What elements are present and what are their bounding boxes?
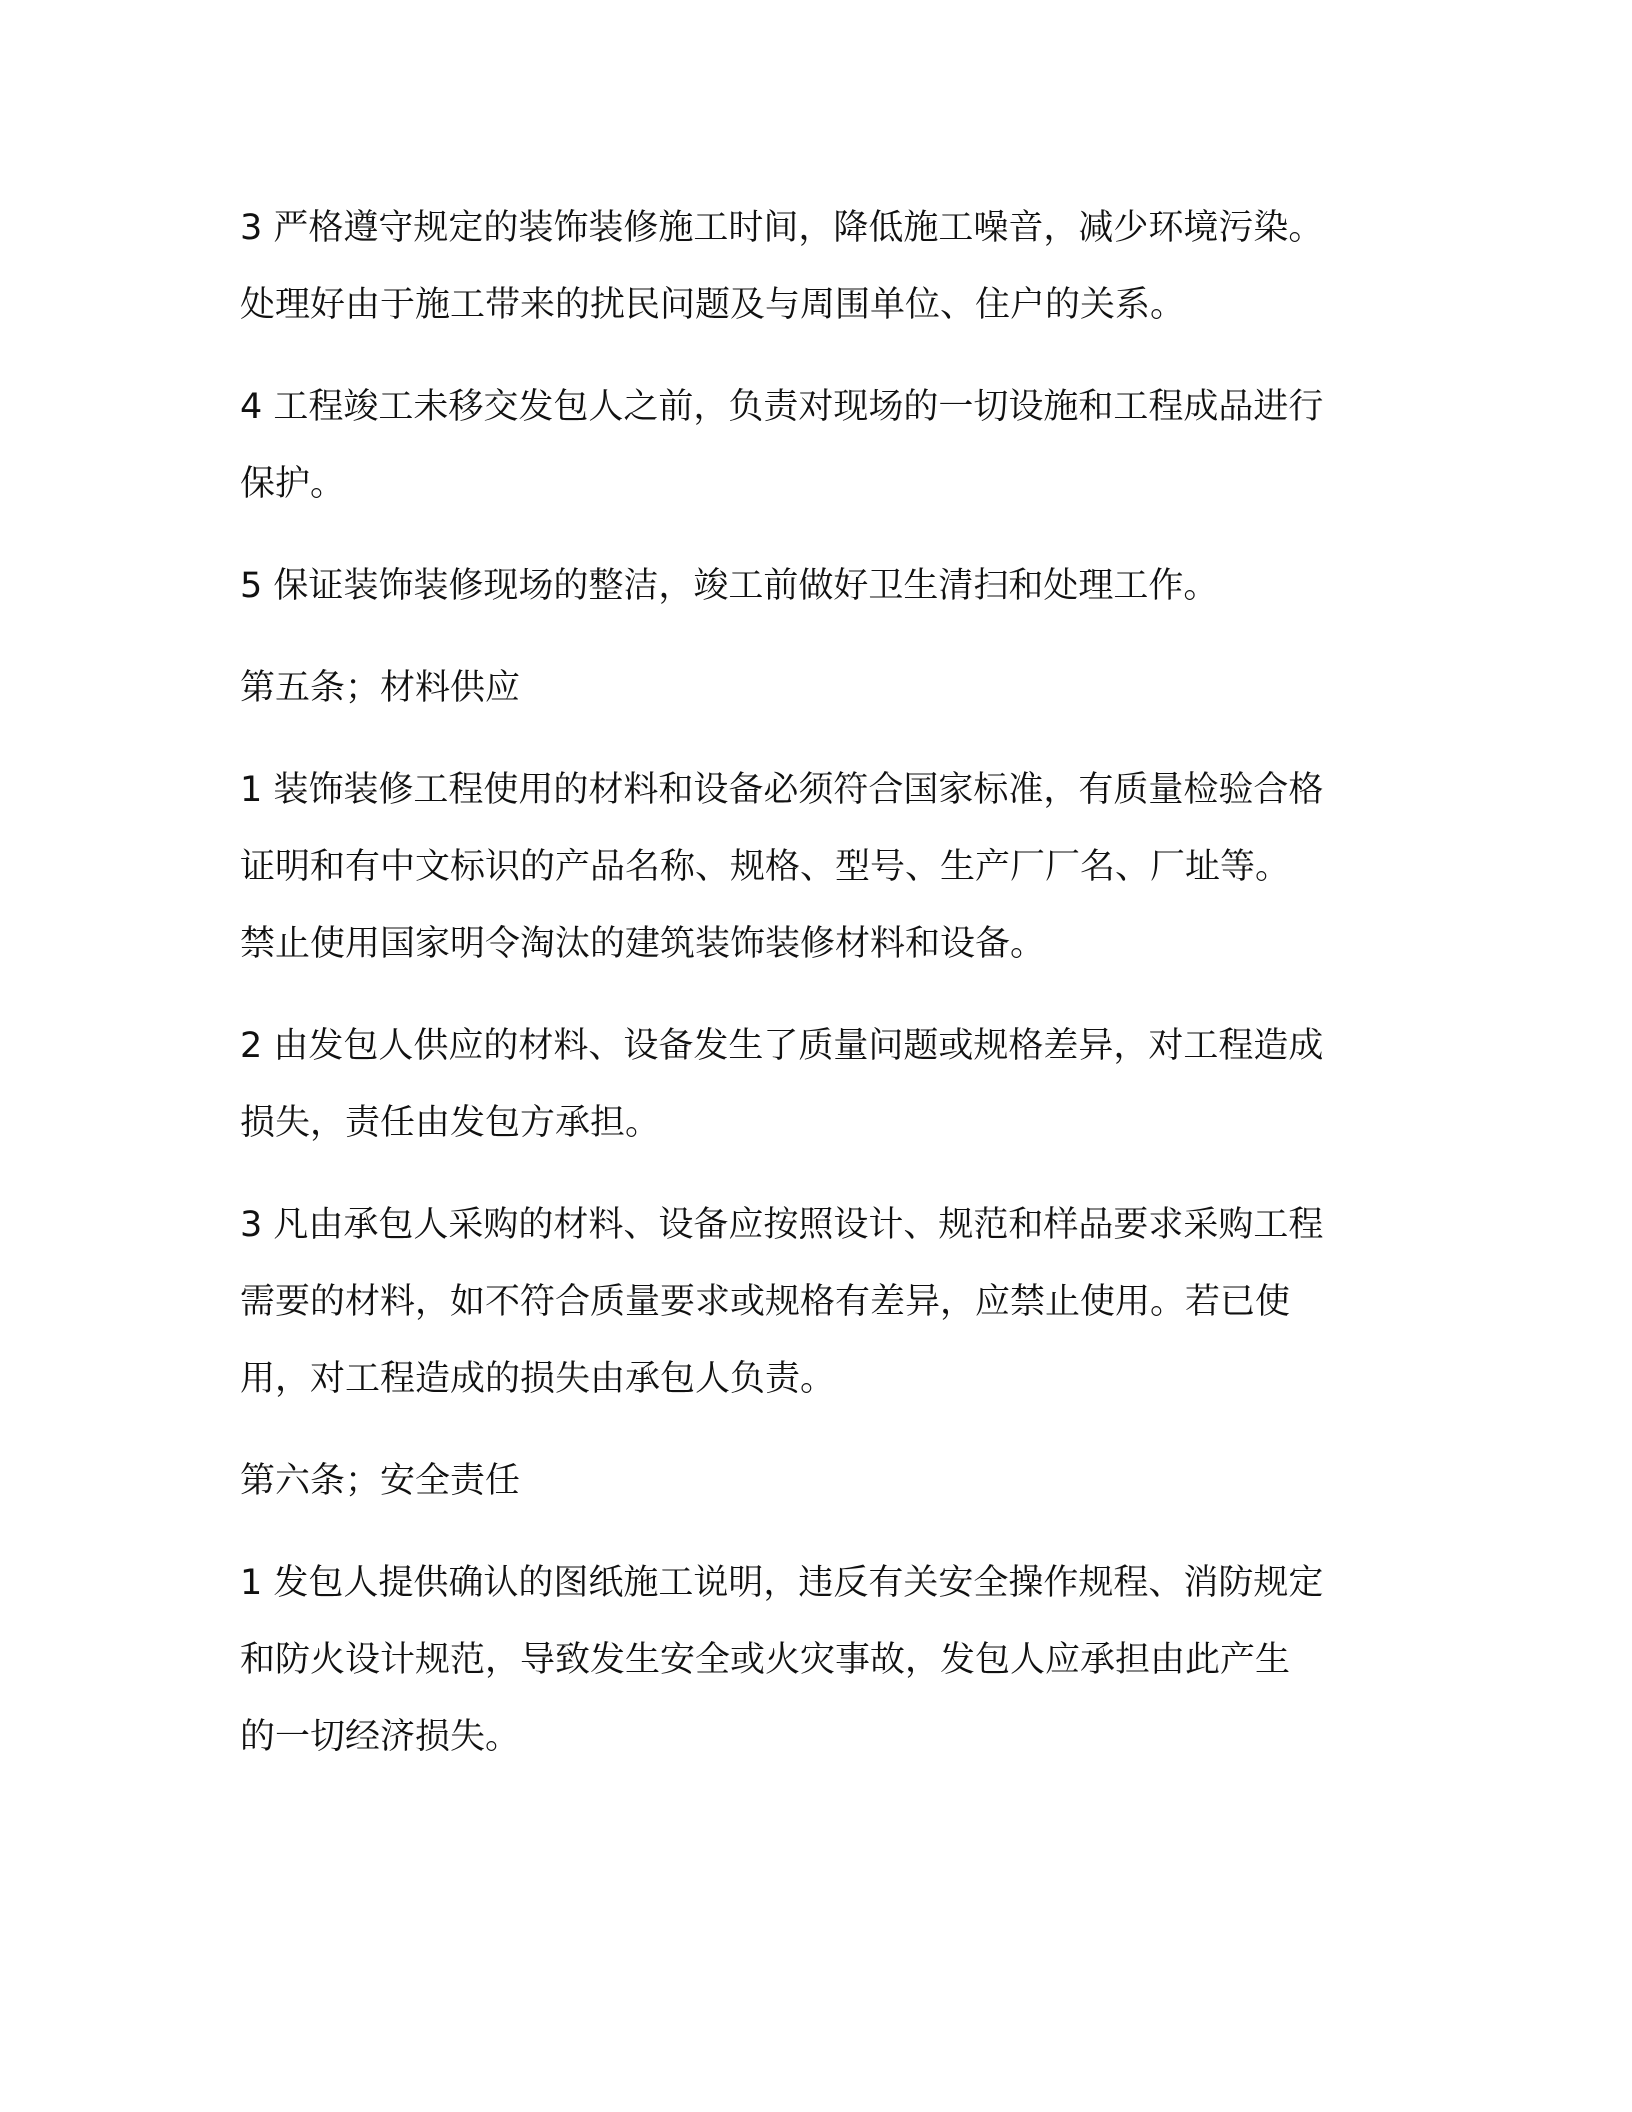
text-line: 3 凡由承包人采购的材料、设备应按照设计、规范和样品要求采购工程 <box>240 1205 1324 1245</box>
paragraph-clause-5-1 <box>240 752 1390 983</box>
text-line: 证明和有中文标识的产品名称、规格、型号、生产厂厂名、厂址等。 <box>240 847 1291 887</box>
section-heading-text: 第五条；材料供应 <box>240 668 521 708</box>
text-line: 用，对工程造成的损失由承包人负责。 <box>240 1359 836 1399</box>
text-line: 保护。 <box>240 464 346 504</box>
paragraph-clause-4-4 <box>240 369 1390 523</box>
section-heading-text: 第六条；安全责任 <box>240 1461 521 1501</box>
document-body <box>240 190 1390 1801</box>
text-line: 损失，责任由发包方承担。 <box>240 1103 661 1143</box>
section-heading-article-5 <box>240 650 1390 727</box>
text-line: 5 保证装饰装修现场的整洁，竣工前做好卫生清扫和处理工作。 <box>240 566 1219 606</box>
paragraph-clause-4-5 <box>240 548 1390 625</box>
text-line: 1 装饰装修工程使用的材料和设备必须符合国家标准，有质量检验合格 <box>240 770 1324 810</box>
section-heading-article-6 <box>240 1443 1390 1520</box>
text-line: 禁止使用国家明令淘汰的建筑装饰装修材料和设备。 <box>240 924 1046 964</box>
text-line: 3 严格遵守规定的装饰装修施工时间，降低施工噪音，减少环境污染。 <box>240 208 1324 248</box>
text-line: 1 发包人提供确认的图纸施工说明，违反有关安全操作规程、消防规定 <box>240 1563 1324 1603</box>
paragraph-clause-4-3 <box>240 190 1390 344</box>
paragraph-clause-5-2 <box>240 1008 1390 1162</box>
paragraph-clause-5-3 <box>240 1187 1390 1418</box>
text-line: 2 由发包人供应的材料、设备发生了质量问题或规格差异，对工程造成 <box>240 1026 1324 1066</box>
paragraph-clause-6-1 <box>240 1545 1390 1776</box>
text-line: 需要的材料，如不符合质量要求或规格有差异，应禁止使用。若已使 <box>240 1282 1291 1322</box>
text-line: 4 工程竣工未移交发包人之前，负责对现场的一切设施和工程成品进行 <box>240 387 1324 427</box>
text-line: 和防火设计规范，导致发生安全或火灾事故，发包人应承担由此产生 <box>240 1640 1291 1680</box>
text-line: 的一切经济损失。 <box>240 1717 521 1757</box>
text-line: 处理好由于施工带来的扰民问题及与周围单位、住户的关系。 <box>240 285 1186 325</box>
